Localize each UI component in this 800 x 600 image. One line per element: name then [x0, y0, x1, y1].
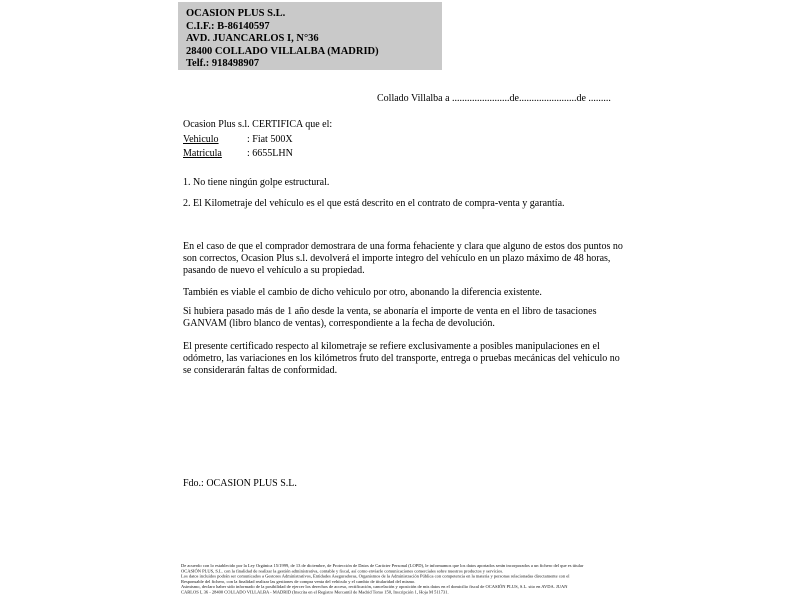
company-city: 28400 COLLADO VILLALBA (MADRID): [186, 45, 379, 57]
company-cif: C.I.F.: B-86140597: [186, 20, 270, 32]
vehicle-field: [183, 133, 332, 148]
paragraph-odometer-disclaimer: [183, 341, 620, 377]
point-1: 1. No tiene ningún golpe estructural.: [183, 177, 330, 188]
paragraph-refund-terms: [183, 241, 623, 277]
vehicle-label: Vehiculo: [183, 133, 219, 145]
paragraph-ganvam-valuation: [183, 306, 596, 330]
company-header-box: [178, 2, 442, 70]
company-phone: Telf.: 918498907: [186, 58, 260, 70]
paragraph-line: pasando de nuevo el vehículo a su propiedad.: [183, 265, 365, 276]
legal-fine-print: [181, 563, 641, 595]
paragraph-line: GANVAM (libro blanco de ventas), correspondiente a la fecha de devolución.: [183, 318, 495, 329]
certification-block: [183, 118, 332, 162]
paragraph-line: son correctos, Ocasion Plus s.l. devolverá el importe integro del vehículo en un plazo máximo de 48 horas,: [183, 253, 611, 264]
plate-label: Matricula: [183, 148, 222, 159]
plate-value: : 6655LHN: [247, 148, 293, 159]
paragraph-line: Si hubiera pasado más de 1 año desde la venta, se abonaría el importe de venta en el libro de tasaciones: [183, 306, 597, 317]
date-line: Collado Villalba a .......................de.......................de .........: [377, 93, 611, 104]
signature-line: Fdo.: OCASION PLUS S.L.: [183, 478, 297, 489]
points-list: [183, 177, 565, 219]
paragraph-line: se considerarán faltas de conformidad.: [183, 365, 338, 376]
paragraph-line: También es viable el cambio de dicho vehiculo por otro, abonando la diferencia existente.: [183, 287, 542, 298]
point-2: 2. El Kilometraje del vehículo es el que está descrito en el contrato de compra-venta y garantía.: [183, 198, 565, 209]
legal-line: Los datos incluidos podrán ser comunicados a Gestores Administrativos, Entidades Aseguradoras, Organismos de la Administración Pública con competencia en la materia y personas relacionadas directamente con el: [181, 573, 570, 579]
paragraph-line: El presente certificado respecto al kilometraje se refiere exclusivamente a posibles manipulaciones en el: [183, 341, 600, 352]
company-address: AVD. JUANCARLOS I, N°36: [186, 33, 319, 45]
legal-line: De acuerdo con lo establecido por la Ley Orgánica 15/1999, de 13 de diciembre, de Protección de Datos de Carácter Personal (LOPD), le informamos que los datos aportados serán incorporados a un fichero del que es titular: [181, 563, 584, 568]
plate-field: [183, 147, 332, 162]
legal-line: Responsable del fichero, con la finalidad realizar las gestiones de compra venta del vehículo y el cambio de titularidad del mismo.: [181, 578, 416, 584]
vehicle-value: : Fiat 500X: [247, 133, 293, 145]
paragraph-exchange-option: [183, 287, 542, 299]
legal-line: Asimismo, declaro haber sido informado de la posibilidad de ejercer los derechos de acceso, rectificación, cancelación y oposición de mis datos en el domicilio fiscal de OCASIÓN PLUS, S.L. sito en AVDA. JUAN: [181, 584, 568, 589]
legal-line: CARLOS I, 36 - 28400 COLLADO VILLALBA - MADRID (Inscrita en el Registro Mercantil de Madrid Tomo 150, Inscripción 1, Hoja M 511731.: [181, 589, 449, 595]
paragraph-line: odómetro, las variaciones en los kilómetros fruto del transporte, entrega o pruebas mecánicas del vehiculo no: [183, 353, 620, 364]
certification-intro: Ocasion Plus s.l. CERTIFICA que el:: [183, 119, 333, 130]
legal-line: OCASIÓN PLUS, S.L. con la finalidad de realizar la gestión administrativa, contable y fiscal, así como enviarle comunicaciones comerciales sobre nuestros productos y servicios.: [181, 568, 504, 574]
paragraph-line: En el caso de que el comprador demostrara de una forma fehaciente y clara que alguno de estos dos puntos no: [183, 241, 623, 252]
company-name: OCASION PLUS S.L.: [186, 8, 286, 19]
